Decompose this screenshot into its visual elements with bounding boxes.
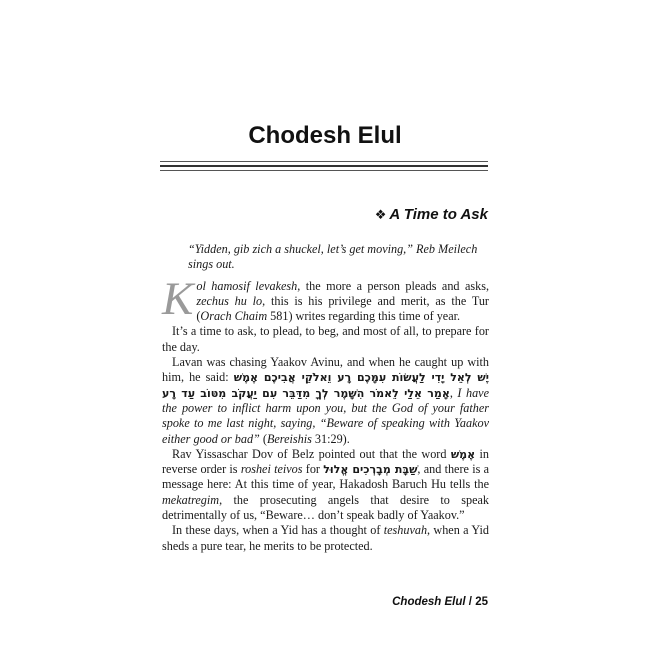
chapter-title: Chodesh Elul	[248, 122, 402, 149]
title-rule-middle	[160, 165, 488, 167]
section-heading	[375, 206, 488, 223]
page-number: 25	[475, 596, 488, 608]
epigraph: “Yidden, gib zich a shuckel, let’s get moving,” Reb Meilech sings out.	[188, 242, 478, 272]
hebrew-word: אֶמֶשׁ	[450, 447, 476, 461]
paragraph-5: In these days, when a Yid has a thought of teshuvah, when a Yid sheds a pure tear, he merits to be protected.	[162, 523, 489, 553]
footer-separator: /	[465, 596, 476, 608]
drop-cap: K	[162, 272, 194, 325]
paragraph-3: Lavan was chasing Yaakov Avinu, and when he caught up with him, he said: יֶשׁ לְאֵל יָדִי לַעֲשׂוֹת עִמָּכֶם רָע וֵאלֹקֵי אֲבִיכֶם אֶמֶשׁ אָמַר אֵלַי לֵאמֹר הִשָּׁמֶר לְךָ מִדַּבֵּר עִם יַעֲקֹב מִטּוֹב עַד רָע, I have the power to inflict harm upon you, but the God of your father spoke to me last night, saying, “Beware of speaking with Yaakov either good or bad” (Bereishis 31:29).	[162, 355, 489, 446]
title-rule-bottom	[160, 170, 488, 171]
paragraph-2: It’s a time to ask, to plead, to beg, and most of all, to prepare for the day.	[162, 324, 489, 354]
diamond-ornament-icon: ❖	[374, 207, 387, 222]
running-title: Chodesh Elul	[392, 596, 466, 608]
section-heading-text: A Time to Ask	[389, 206, 488, 223]
hebrew-phrase: שַׁבָּת מְבָרְכִים אֱלוּל	[323, 463, 418, 477]
body-text	[162, 242, 489, 554]
paragraph-4: Rav Yissaschar Dov of Belz pointed out that the word אֶמֶשׁ in reverse order is roshei teivos for שַׁבָּת מְבָרְכִים אֱלוּל, and there is a message here: At this time of year, Hakadosh Baruch Hu tells the mekatregim, the prosecuting angels that desire to speak detrimentally of us, “Beware… don’t speak badly of Yaakov.”	[162, 446, 489, 523]
page-footer	[392, 596, 488, 608]
hebrew-quote: יֶשׁ לְאֵל יָדִי לַעֲשׂוֹת עִמָּכֶם רָע וֵאלֹקֵי אֲבִיכֶם אֶמֶשׁ אָמַר אֵלַי לֵאמֹר הִשָּׁמֶר לְךָ מִדַּבֵּר עִם יַעֲקֹב מִטּוֹב עַד רָע	[162, 371, 489, 400]
title-rule-top	[160, 161, 488, 162]
paragraph-1: Kol hamosif levakesh, the more a person pleads and asks, zechus hu lo, this is his privilege and merit, as the Tur (Orach Chaim 581) writes regarding this time of year.	[162, 272, 489, 325]
